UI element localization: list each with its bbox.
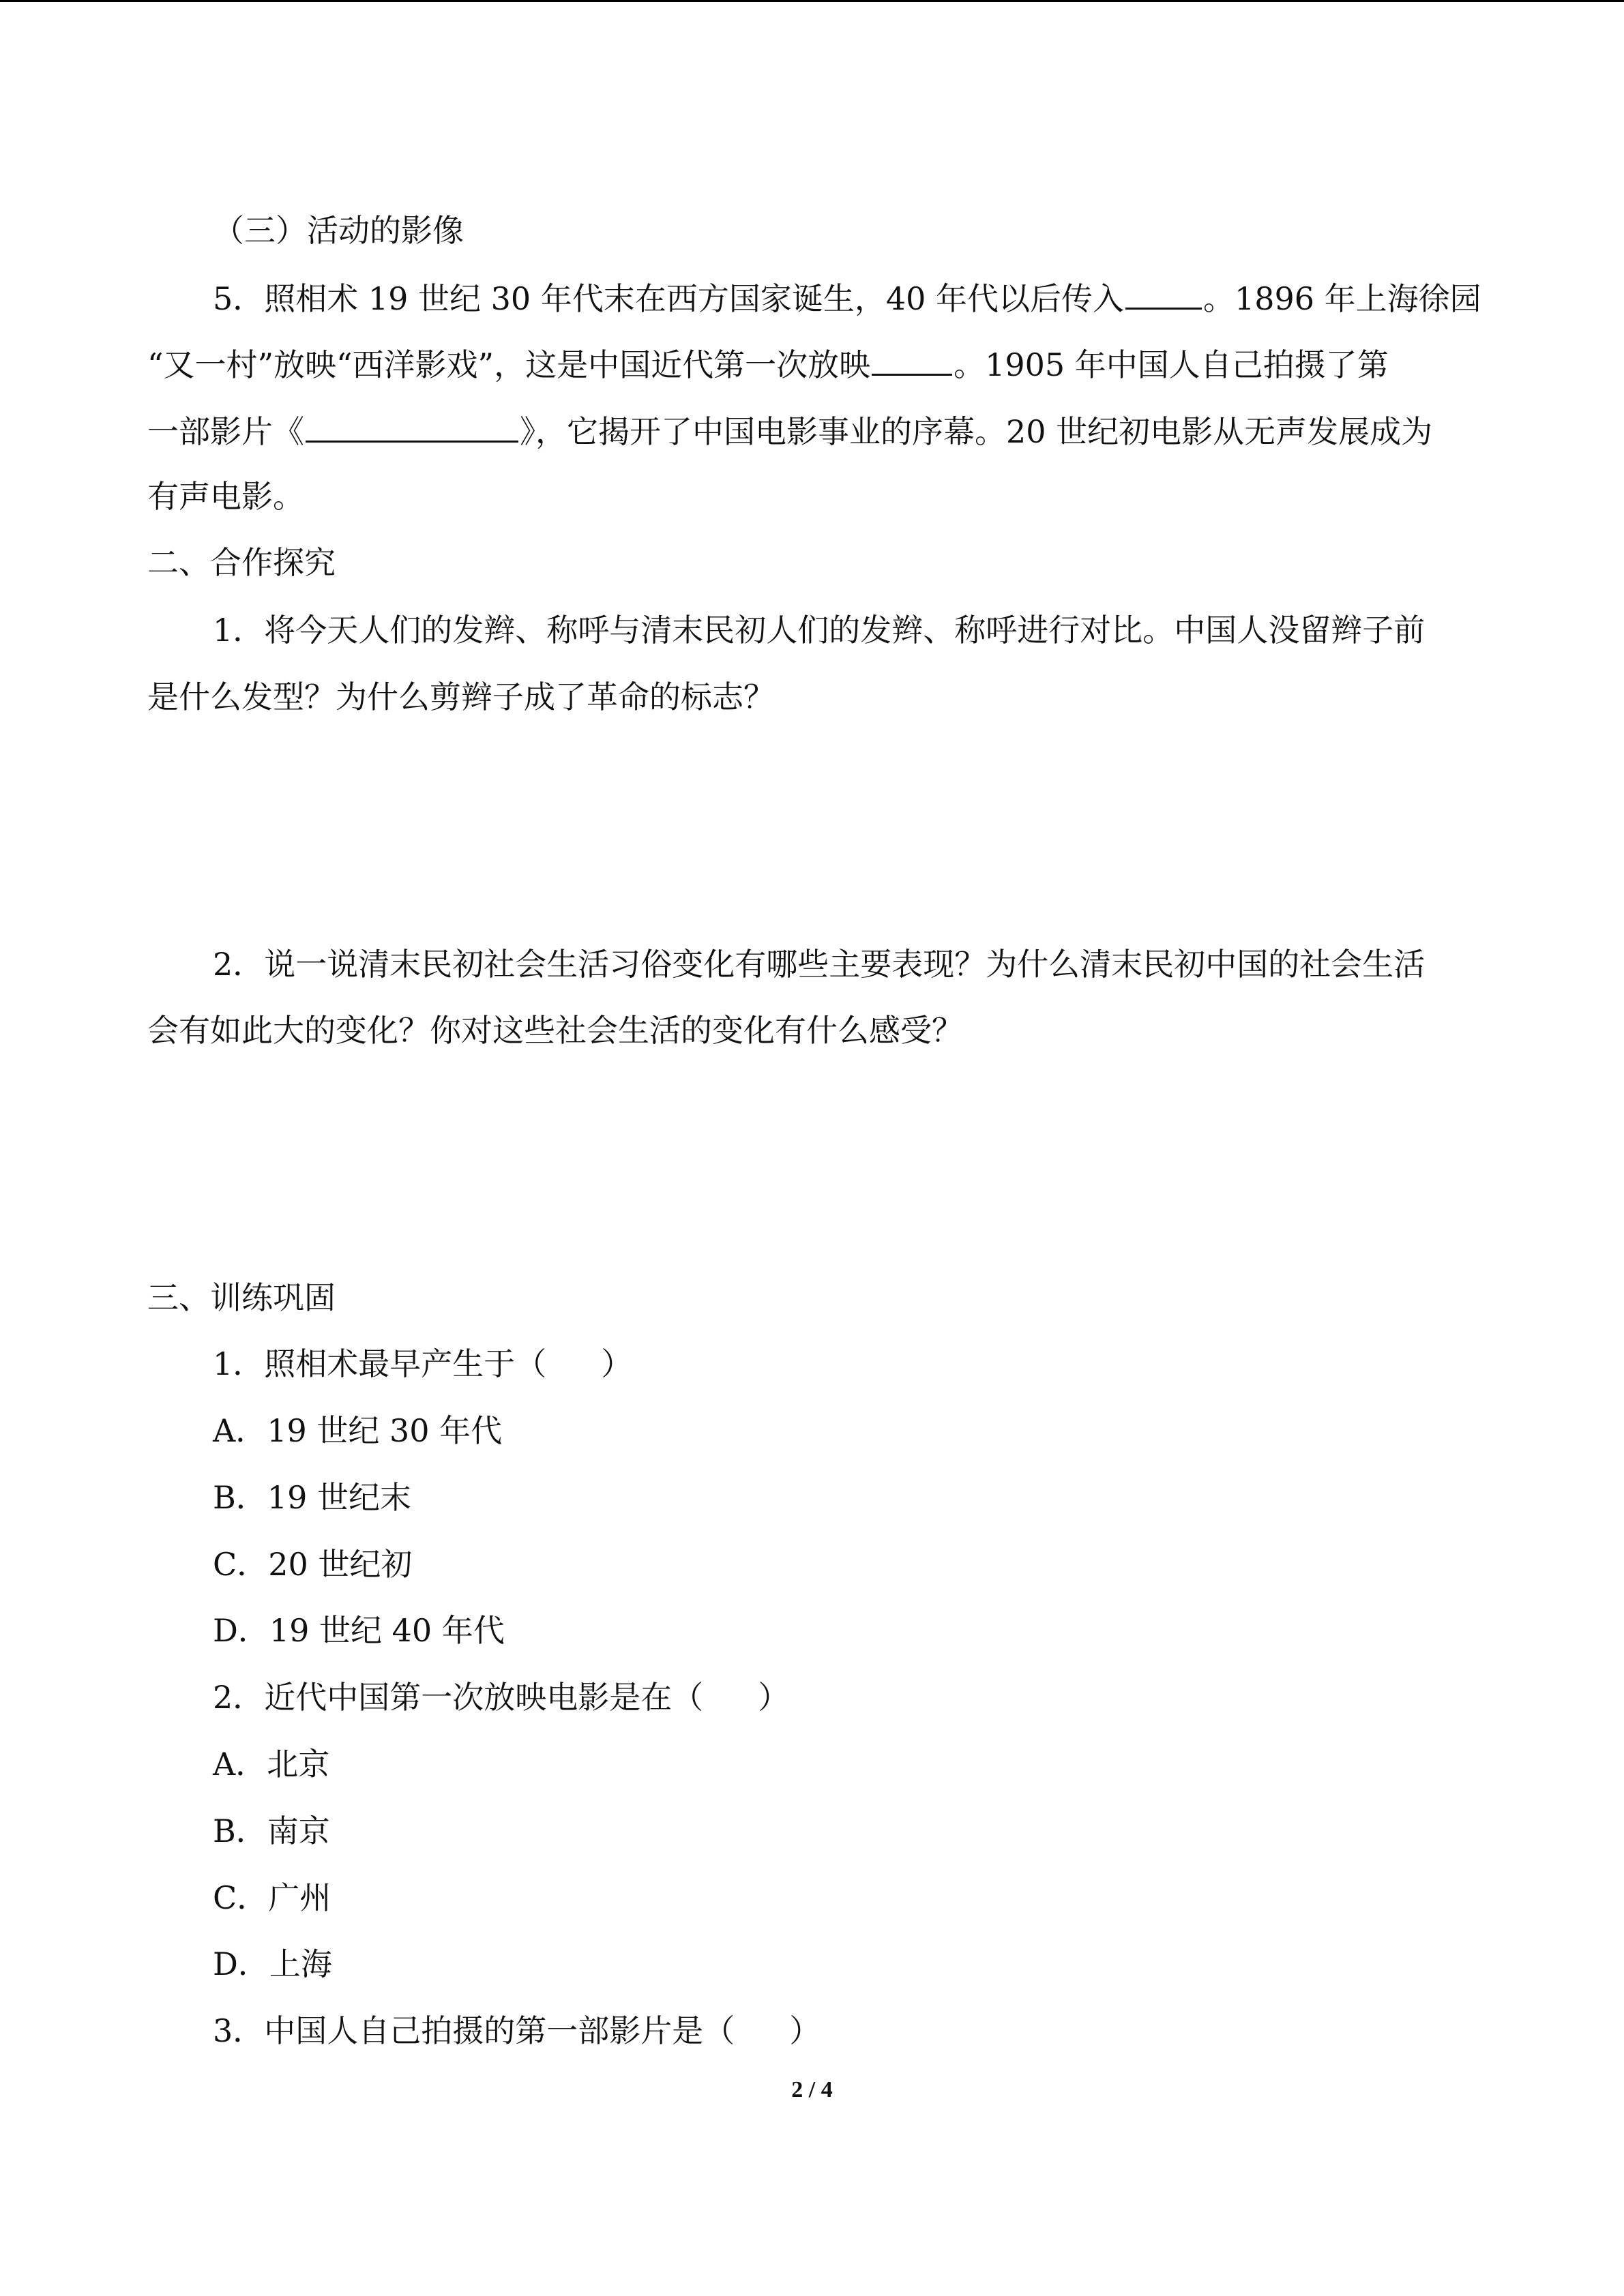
part3-q2-option-c: C．广州: [213, 1879, 331, 1916]
part2-q1-line-1: 1．将今天人们的发辫、称呼与清末民初人们的发辫、称呼进行对比。中国人没留辫子前: [213, 612, 1426, 648]
part2-heading: 二、合作探究: [147, 544, 336, 581]
part3-q2: [213, 1677, 789, 1718]
part3-q1-close: ）: [601, 1345, 633, 1382]
part3-q3-close: ）: [789, 2012, 821, 2049]
q5-blank-2[interactable]: [872, 342, 952, 376]
part3-q2-stem: 2．近代中国第一次放映电影是在（: [213, 1679, 704, 1716]
part3-q2-option-d: D．上海: [213, 1945, 332, 1982]
top-border-line: [0, 0, 1624, 2]
q5-line-1: [213, 276, 1481, 319]
section-heading-activity-images: （三）活动的影像: [213, 212, 464, 249]
part3-q2-option-a: A．北京: [213, 1746, 330, 1783]
q5-line-1-text-a: 5．照相术 19 世纪 30 年代末在西方国家诞生，40 年代以后传入: [213, 280, 1124, 317]
q5-line-3-text-b: 》，它揭开了中国电影事业的序幕。20 世纪初电影从无声发展成为: [520, 413, 1433, 450]
part3-q1-option-b: B．19 世纪末: [213, 1479, 411, 1516]
part3-q3-stem: 3．中国人自己拍摄的第一部影片是（: [213, 2012, 735, 2049]
part2-q1-line-2: 是什么发型？为什么剪辫子成了革命的标志？: [147, 679, 775, 715]
part3-q3: [213, 2010, 821, 2051]
page-number: 2 / 4: [791, 2077, 833, 2102]
q5-line-3-text-a: 一部影片《: [147, 413, 304, 450]
q5-line-2: [147, 342, 1389, 385]
part2-q2-line-2: 会有如此大的变化？你对这些社会生活的变化有什么感受？: [147, 1012, 963, 1049]
q5-line-2-text-a: “又一村”放映“西洋影戏”，这是中国近代第一次放映: [147, 346, 871, 383]
q5-line-2-text-b: 。1905 年中国人自己拍摄了第: [954, 346, 1389, 383]
q5-blank-1[interactable]: [1125, 276, 1202, 310]
q5-line-3: [147, 409, 1432, 452]
part3-q2-close: ）: [758, 1679, 790, 1716]
part3-q1-option-d: D．19 世纪 40 年代: [213, 1612, 505, 1649]
part3-q2-option-b: B．南京: [213, 1813, 330, 1849]
part3-heading: 三、训练巩固: [147, 1279, 336, 1316]
q5-line-4: 有声电影。: [147, 478, 304, 515]
part3-q1-option-c: C．20 世纪初: [213, 1546, 413, 1583]
part3-q1-stem: 1．照相术最早产生于（: [213, 1345, 547, 1382]
part3-q1-option-a: A．19 世纪 30 年代: [213, 1412, 503, 1449]
part2-q2-line-1: 2．说一说清末民初社会生活习俗变化有哪些主要表现？为什么清末民初中国的社会生活: [213, 946, 1426, 983]
q5-line-1-text-b: 。1896 年上海徐园: [1202, 280, 1481, 317]
part3-q1: [213, 1343, 632, 1384]
q5-blank-3[interactable]: [306, 409, 518, 443]
